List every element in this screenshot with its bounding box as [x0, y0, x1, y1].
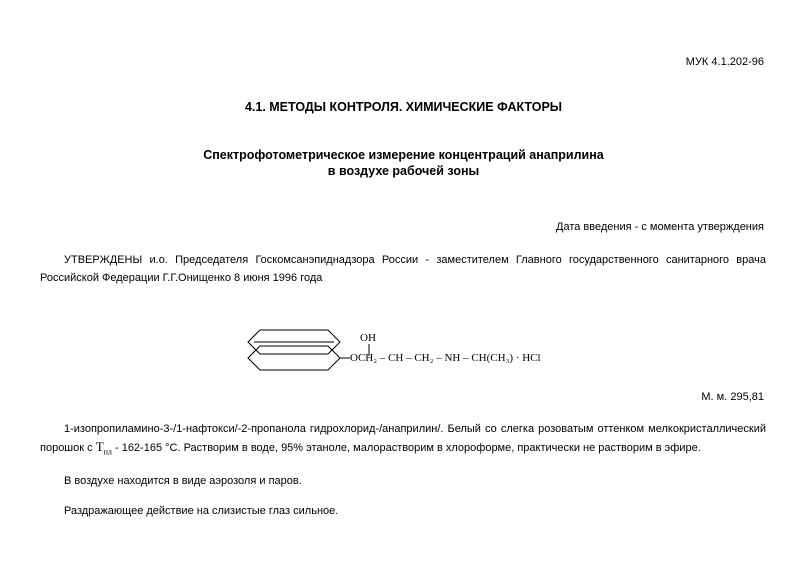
- document-code: МУК 4.1.202-96: [685, 56, 764, 68]
- ring-lower: [248, 346, 340, 370]
- melting-point-symbol: $T_{пл}$: [95, 439, 112, 457]
- approval-paragraph: [40, 251, 766, 287]
- document-title: [0, 147, 807, 179]
- document-title-line-2: в воздухе рабочей зоны: [327, 164, 480, 178]
- naphthalene-ring-drawing: [240, 318, 350, 378]
- structural-formula: [240, 318, 580, 378]
- formula-side-chain: OCH₂ – CH – CH₂ – NH – CH(CH₃) · HCl: [350, 352, 541, 364]
- approval-text: УТВЕРЖДЕНЫ и.о. Председателя Госкомсанэпиднадзора России - заместителем Главного государственного санитарного врача Российской Федерации Г.Г.Онищенко 8 июня 1996 года: [40, 254, 766, 284]
- molar-mass: М. м. 295,81: [701, 391, 764, 403]
- description-paragraph: [40, 420, 766, 462]
- section-title: 4.1. МЕТОДЫ КОНТРОЛЯ. ХИМИЧЕСКИЕ ФАКТОРЫ: [244, 100, 563, 114]
- formula-hydroxyl-group: OH: [360, 332, 376, 344]
- description-text-part-2: - 162-165 °С. Растворим в воде, 95% этаноле, малорастворим в хлороформе, практически не растворим в эфире.: [111, 442, 701, 454]
- introduction-date: Дата введения - с момента утверждения: [556, 221, 764, 233]
- aerosol-paragraph: [40, 472, 766, 490]
- irritation-paragraph: [40, 502, 766, 520]
- description-text-part-1: 1-изопропиламино-3-/1-нафтокси/-2-пропанола гидрохлорид-/анаприлин/. Белый со слегка розоватым оттенком мелкокристаллический порошок с: [40, 423, 766, 454]
- document-title-line-1: Спектрофотометрическое измерение концентраций анаприлина: [203, 148, 604, 162]
- irritation-text: Раздражающее действие на слизистые глаз сильное.: [64, 505, 339, 517]
- aerosol-text: В воздухе находится в виде аэрозоля и паров.: [64, 475, 302, 487]
